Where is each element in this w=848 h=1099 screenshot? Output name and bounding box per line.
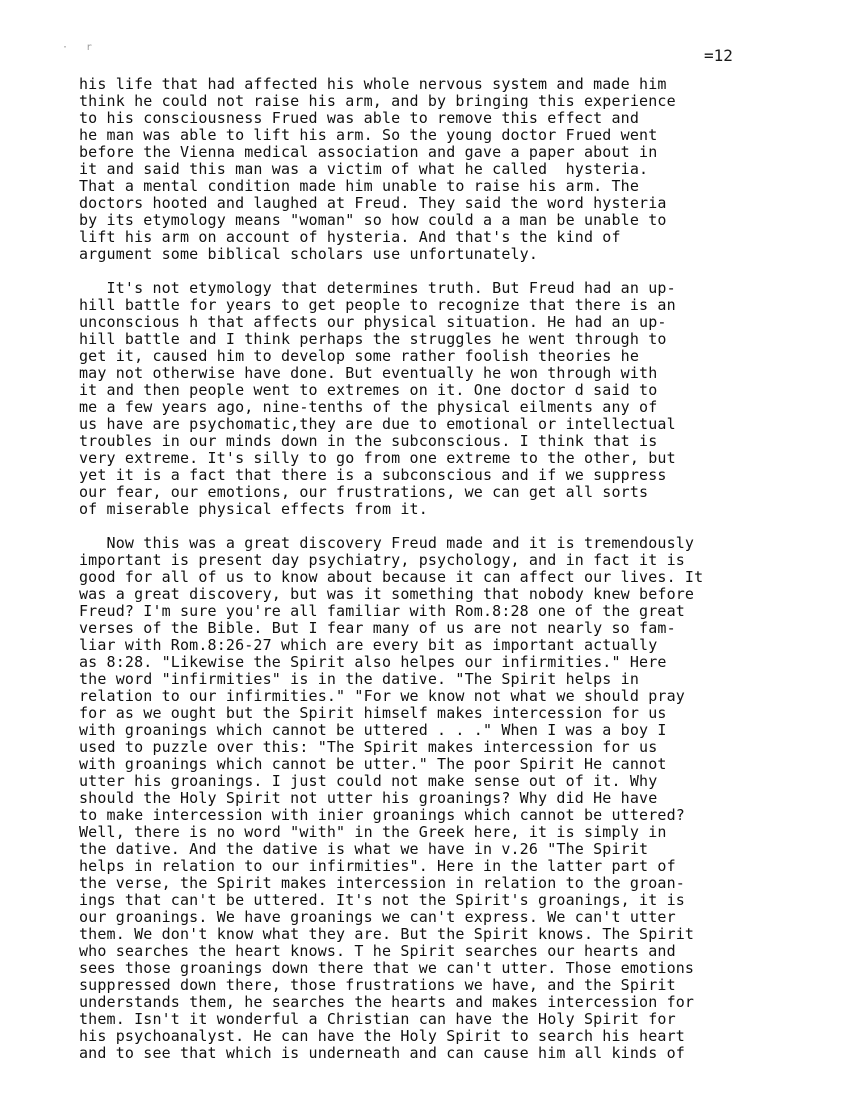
text-line: before the Vienna medical association and gave a paper about in bbox=[79, 143, 658, 161]
text-line: us have are psychomatic,they are due to emotional or intellectual bbox=[79, 415, 676, 433]
text-line: it and then people went to extremes on it. One doctor d said to bbox=[79, 381, 658, 399]
text-line: Well, there is no word "with" in the Greek here, it is simply in bbox=[79, 823, 667, 841]
text-line: me a few years ago, nine-tenths of the physical eilments any of bbox=[79, 398, 658, 416]
text-line: of miserable physical effects from it. bbox=[79, 500, 428, 518]
text-line: troubles in our minds down in the subconscious. I think that is bbox=[79, 432, 658, 450]
text-line: verses of the Bible. But I fear many of us are not nearly so fam- bbox=[79, 619, 676, 637]
body-text bbox=[79, 76, 839, 1062]
paragraph bbox=[79, 535, 839, 1062]
text-line: yet it is a fact that there is a subconscious and if we suppress bbox=[79, 466, 667, 484]
text-line: them. We don't know what they are. But the Spirit knows. The Spirit bbox=[79, 925, 695, 943]
text-line: That a mental condition made him unable to raise his arm. The bbox=[79, 177, 640, 195]
text-line: should the Holy Spirit not utter his groanings? Why did He have bbox=[79, 789, 658, 807]
text-line: unconscious h that affects our physical situation. He had an up- bbox=[79, 313, 667, 331]
text-line: suppressed down there, those frustrations we have, and the Spirit bbox=[79, 976, 676, 994]
text-line: It's not etymology that determines truth. But Freud had an up- bbox=[79, 279, 676, 297]
text-line: Freud? I'm sure you're all familiar with Rom.8:28 one of the great bbox=[79, 602, 685, 620]
text-line: them. Isn't it wonderful a Christian can have the Holy Spirit for bbox=[79, 1010, 676, 1028]
text-line: the verse, the Spirit makes intercession in relation to the groan- bbox=[79, 874, 685, 892]
text-line: to his consciousness Frued was able to remove this effect and bbox=[79, 109, 640, 127]
paragraph bbox=[79, 280, 839, 518]
text-line: used to puzzle over this: "The Spirit makes intercession for us bbox=[79, 738, 658, 756]
text-line: by its etymology means "woman" so how could a a man be unable to bbox=[79, 211, 667, 229]
text-line: good for all of us to know about because it can affect our lives. It bbox=[79, 568, 704, 586]
text-line: very extreme. It's silly to go from one extreme to the other, but bbox=[79, 449, 676, 467]
text-line: the word "infirmities" is in the dative. "The Spirit helps in bbox=[79, 670, 640, 688]
stray-marks: · r bbox=[62, 42, 99, 53]
text-line: our fear, our emotions, our frustrations, we can get all sorts bbox=[79, 483, 649, 501]
text-line: important is present day psychiatry, psychology, and in fact it is bbox=[79, 551, 685, 569]
text-line: he man was able to lift his arm. So the young doctor Frued went bbox=[79, 126, 658, 144]
text-line: liar with Rom.8:26-27 which are every bit as important actually bbox=[79, 636, 658, 654]
text-line: hill battle and I think perhaps the struggles he went through to bbox=[79, 330, 667, 348]
text-line: who searches the heart knows. T he Spirit searches our hearts and bbox=[79, 942, 676, 960]
text-line: get it, caused him to develop some rather foolish theories he bbox=[79, 347, 640, 365]
text-line: Now this was a great discovery Freud made and it is tremendously bbox=[79, 534, 695, 552]
text-line: the dative. And the dative is what we have in v.26 "The Spirit bbox=[79, 840, 649, 858]
text-line: relation to our infirmities." "For we know not what we should pray bbox=[79, 687, 685, 705]
text-line: as 8:28. "Likewise the Spirit also helpes our infirmities." Here bbox=[79, 653, 667, 671]
text-line: with groanings which cannot be uttered . . ." When I was a boy I bbox=[79, 721, 667, 739]
text-line: our groanings. We have groanings we can't express. We can't utter bbox=[79, 908, 676, 926]
text-line: was a great discovery, but was it something that nobody knew before bbox=[79, 585, 695, 603]
text-line: may not otherwise have done. But eventually he won through with bbox=[79, 364, 658, 382]
text-line: his psychoanalyst. He can have the Holy Spirit to search his heart bbox=[79, 1027, 685, 1045]
text-line: for as we ought but the Spirit himself makes intercession for us bbox=[79, 704, 667, 722]
text-line: and to see that which is underneath and can cause him all kinds of bbox=[79, 1044, 685, 1062]
text-line: think he could not raise his arm, and by bringing this experience bbox=[79, 92, 676, 110]
text-line: it and said this man was a victim of what he called hysteria. bbox=[79, 160, 649, 178]
text-line: argument some biblical scholars use unfortunately. bbox=[79, 245, 539, 263]
paragraph bbox=[79, 76, 839, 263]
text-line: his life that had affected his whole nervous system and made him bbox=[79, 75, 667, 93]
text-line: with groanings which cannot be utter." The poor Spirit He cannot bbox=[79, 755, 667, 773]
page-number: =12 bbox=[704, 46, 733, 65]
text-line: hill battle for years to get people to recognize that there is an bbox=[79, 296, 676, 314]
text-line: understands them, he searches the hearts and makes intercession for bbox=[79, 993, 695, 1011]
text-line: lift his arm on account of hysteria. And that's the kind of bbox=[79, 228, 621, 246]
text-line: to make intercession with inier groanings which cannot be uttered? bbox=[79, 806, 685, 824]
text-line: sees those groanings down there that we can't utter. Those emotions bbox=[79, 959, 695, 977]
text-line: utter his groanings. I just could not make sense out of it. Why bbox=[79, 772, 658, 790]
text-line: doctors hooted and laughed at Freud. They said the word hysteria bbox=[79, 194, 667, 212]
text-line: helps in relation to our infirmities". Here in the latter part of bbox=[79, 857, 676, 875]
text-line: ings that can't be uttered. It's not the Spirit's groanings, it is bbox=[79, 891, 685, 909]
